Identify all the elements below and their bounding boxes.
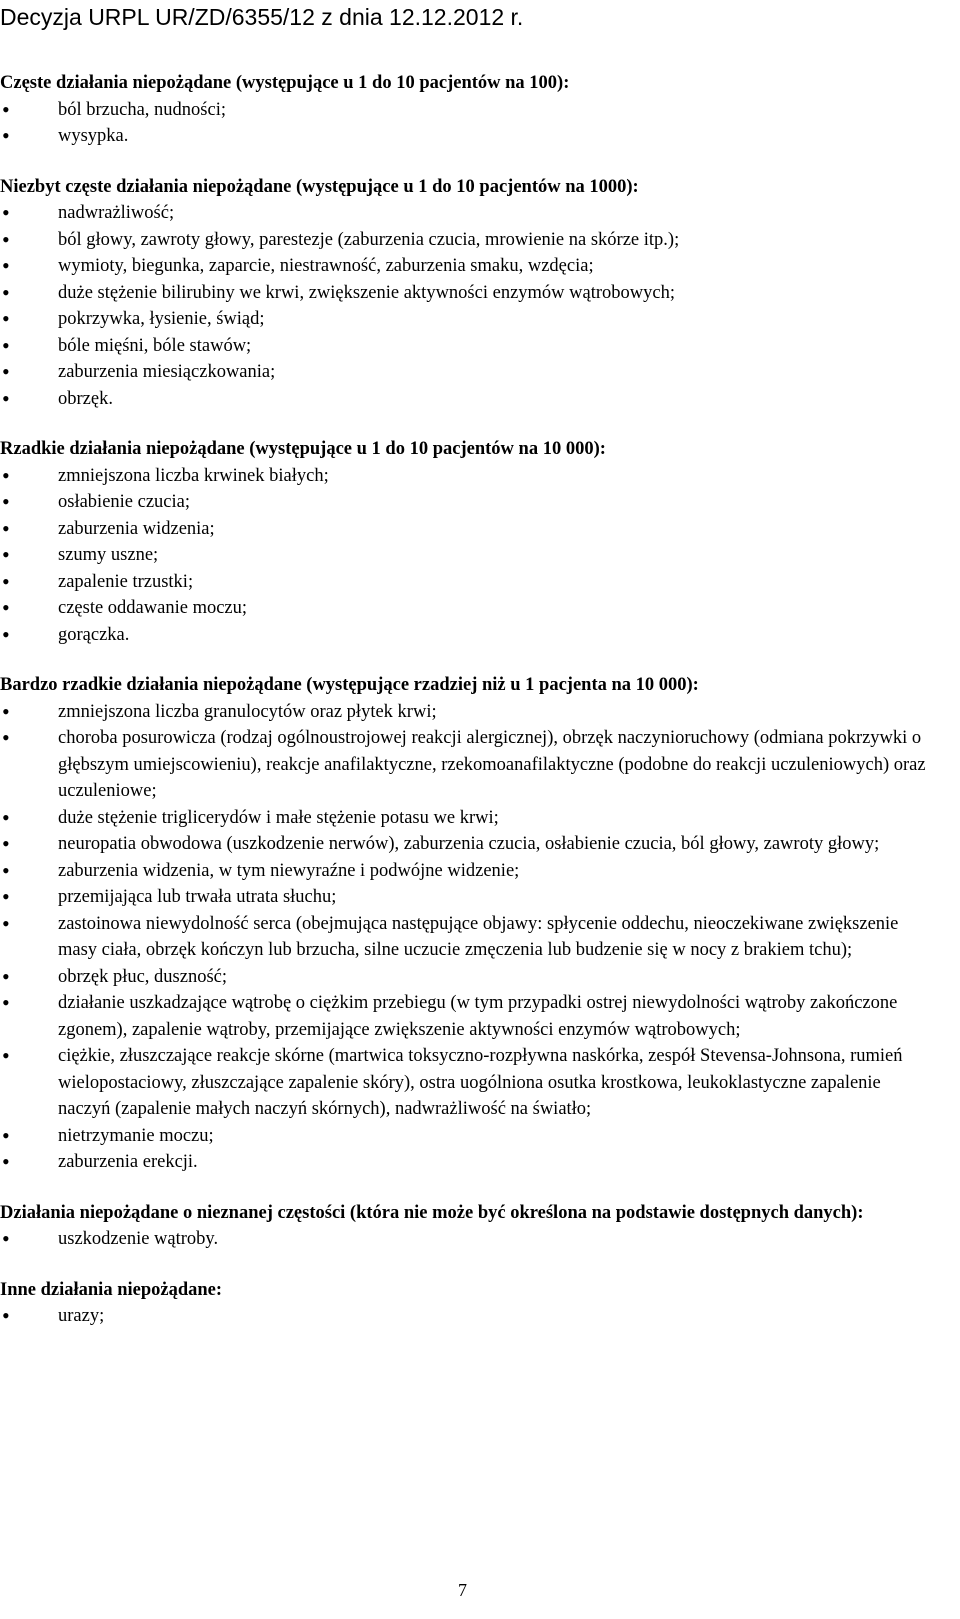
bullet-list <box>0 463 930 649</box>
list-item: • ból brzucha, nudności; <box>0 97 930 124</box>
list-item: • obrzęk. <box>0 386 930 413</box>
list-item: • zastoinowa niewydolność serca (obejmująca następujące objawy: spłycenie oddechu, nieoczekiwane zwiększenie masy ciała, obrzęk kończyn lub brzucha, silne uczucie zmęczenia lub budzenie się w nocy z brakiem tchu); <box>0 911 930 964</box>
page-number: 7 <box>458 1580 467 1600</box>
list-item: • zaburzenia miesiączkowania; <box>0 359 930 386</box>
list-item: • nadwrażliwość; <box>0 200 930 227</box>
section <box>0 1200 930 1253</box>
list-item: • przemijająca lub trwała utrata słuchu; <box>0 884 930 911</box>
document-header: Decyzja URPL UR/ZD/6355/12 z dnia 12.12.2012 r. <box>0 4 524 30</box>
list-item: • duże stężenie bilirubiny we krwi, zwiększenie aktywności enzymów wątrobowych; <box>0 280 930 307</box>
bullet-list <box>0 200 930 412</box>
section <box>0 70 930 150</box>
list-item: • urazy; <box>0 1303 930 1330</box>
section-heading: Działania niepożądane o nieznanej częstości (która nie może być określona na podstawie dostępnych danych): <box>0 1202 864 1223</box>
bullet-list <box>0 1303 930 1330</box>
section-heading: Bardzo rzadkie działania niepożądane (występujące rzadziej niż u 1 pacjenta na 10 000): <box>0 675 699 695</box>
section-heading: Inne działania niepożądane: <box>0 1279 223 1300</box>
list-item: • choroba posurowicza (rodzaj ogólnoustrojowej reakcji alergicznej), obrzęk naczynioruchowy (odmiana pokrzywki o głębszym umiejscowieniu), reakcje anafilaktyczne, rzekomoanafilaktyczne (podobne do reakcji uczuleniowych) oraz uczuleniowe; <box>0 725 930 805</box>
section <box>0 174 930 413</box>
list-item: • gorączka. <box>0 622 930 649</box>
list-item: • osłabienie czucia; <box>0 489 930 516</box>
list-item: • nietrzymanie moczu; <box>0 1123 930 1150</box>
list-item: • uszkodzenie wątroby. <box>0 1226 930 1253</box>
document-body <box>0 70 930 1354</box>
section <box>0 672 930 1176</box>
section-heading: Częste działania niepożądane (występujące u 1 do 10 pacjentów na 100): <box>0 73 570 93</box>
list-item: • częste oddawanie moczu; <box>0 595 930 622</box>
list-item: • obrzęk płuc, duszność; <box>0 964 930 991</box>
list-item: • zaburzenia widzenia, w tym niewyraźne i podwójne widzenie; <box>0 858 930 885</box>
list-item: • zaburzenia widzenia; <box>0 516 930 543</box>
list-item: • zapalenie trzustki; <box>0 569 930 596</box>
list-item: • pokrzywka, łysienie, świąd; <box>0 306 930 333</box>
list-item: • wymioty, biegunka, zaparcie, niestrawność, zaburzenia smaku, wzdęcia; <box>0 253 930 280</box>
bullet-list <box>0 699 930 1176</box>
list-item: • zmniejszona liczba krwinek białych; <box>0 463 930 490</box>
section-heading: Rzadkie działania niepożądane (występujące u 1 do 10 pacjentów na 10 000): <box>0 439 606 459</box>
list-item: • wysypka. <box>0 123 930 150</box>
section-heading: Niezbyt częste działania niepożądane (występujące u 1 do 10 pacjentów na 1000): <box>0 176 639 197</box>
list-item: • działanie uszkadzające wątrobę o ciężkim przebiegu (w tym przypadki ostrej niewydolności wątroby zakończone zgonem), zapalenie wątroby, przemijające zwiększenie aktywności enzymów wątrobowych; <box>0 990 930 1043</box>
list-item: • neuropatia obwodowa (uszkodzenie nerwów), zaburzenia czucia, osłabienie czucia, ból głowy, zawroty głowy; <box>0 831 930 858</box>
list-item: • duże stężenie triglicerydów i małe stężenie potasu we krwi; <box>0 805 930 832</box>
list-item: • zmniejszona liczba granulocytów oraz płytek krwi; <box>0 699 930 726</box>
list-item: • ciężkie, złuszczające reakcje skórne (martwica toksyczno-rozpływna naskórka, zespół Stevensa-Johnsona, rumień wielopostaciowy, złuszczające zapalenie skóry), ostra uogólniona osutka krostkowa, leukoklastyczne zapalenie naczyń (zapalenie małych naczyń skórnych), nadwrażliwość na światło; <box>0 1043 930 1123</box>
bullet-list <box>0 1226 930 1253</box>
bullet-list <box>0 97 930 150</box>
list-item: • szumy uszne; <box>0 542 930 569</box>
list-item: • ból głowy, zawroty głowy, parestezje (zaburzenia czucia, mrowienie na skórze itp.); <box>0 227 930 254</box>
section <box>0 1277 930 1330</box>
list-item: • bóle mięśni, bóle stawów; <box>0 333 930 360</box>
list-item: • zaburzenia erekcji. <box>0 1149 930 1176</box>
section <box>0 436 930 648</box>
